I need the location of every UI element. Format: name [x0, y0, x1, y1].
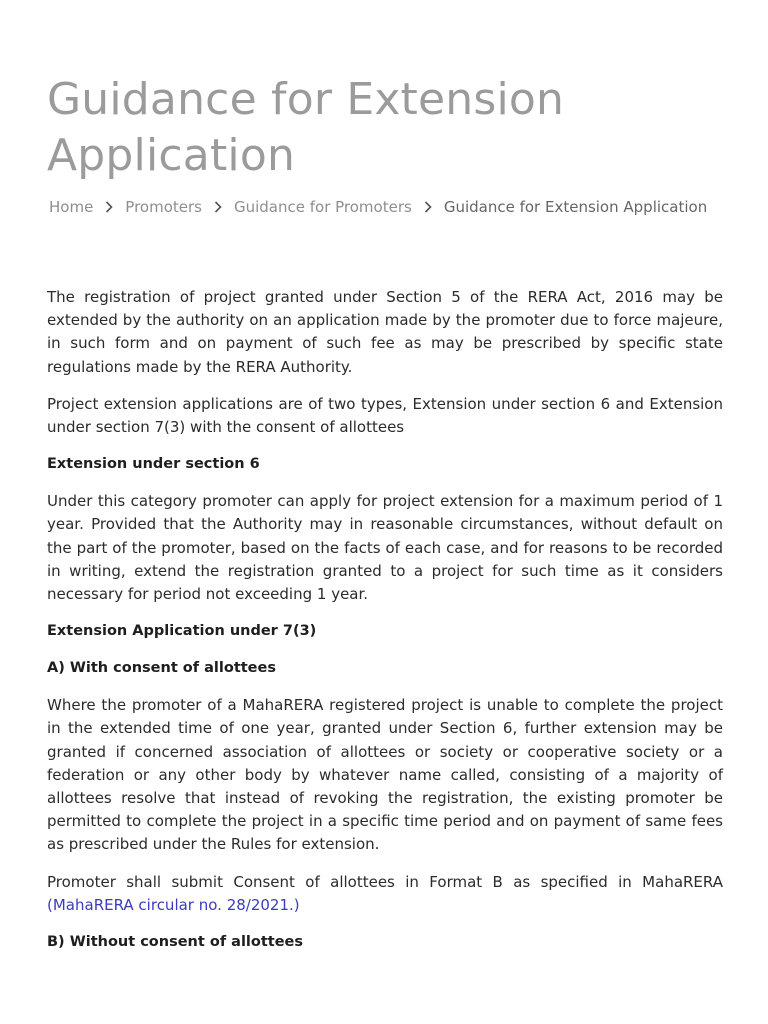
page-title: Guidance for Extension Application — [47, 74, 565, 181]
types-paragraph: Project extension applications are of two types, Extension under section 6 and Extension under section 7(3) with the consent of allottees — [47, 394, 723, 437]
with-consent-heading: A) With consent of allottees — [47, 660, 276, 677]
breadcrumb — [47, 195, 723, 219]
consent-format-text: Promoter shall submit Consent of allottees in Format B as specified in MahaRERA — [47, 872, 723, 891]
breadcrumb-current: Guidance for Extension Application — [443, 198, 708, 216]
chevron-right-icon — [202, 201, 234, 213]
breadcrumb-home-link[interactable]: Home — [49, 198, 94, 216]
breadcrumb-promoters-link[interactable]: Promoters — [125, 198, 202, 216]
chevron-right-icon — [93, 201, 125, 213]
with-consent-paragraph: Where the promoter of a MahaRERA registered project is unable to complete the project in the extended time of one year, granted under Section 6, further extension may be granted if concerned association of allottees or society or cooperative society or a federation or any other body by whatever name called, consisting of a majority of allottees resolve that instead of revoking the registration, the existing promoter be permitted to complete the project in a specific time period and on payment of same fees as prescribed under the Rules for extension. — [47, 696, 723, 854]
section6-heading: Extension under section 6 — [47, 456, 260, 473]
breadcrumb-guidance-link[interactable]: Guidance for Promoters — [233, 198, 412, 216]
section6-paragraph: Under this category promoter can apply for project extension for a maximum period of 1 year. Provided that the Authority may in reasonable circumstances, without default on the part of the promoter, based on the facts of each case, and for reasons to be recorded in writing, extend the registration granted to a project for such time as it considers necessary for period not exceeding 1 year. — [47, 492, 723, 604]
section73-heading: Extension Application under 7(3) — [47, 623, 317, 640]
without-consent-heading: B) Without consent of allottees — [47, 934, 304, 951]
chevron-right-icon — [412, 201, 444, 213]
circular-link[interactable]: MahaRERA circular no. 28/2021. — [52, 895, 294, 914]
intro-paragraph: The registration of project granted under Section 5 of the RERA Act, 2016 may be extended by the authority on an application made by the promoter due to force majeure, in such form and on payment of such fee as may be prescribed by specific state regulations made by the RERA Authority. — [47, 288, 723, 376]
page-container — [47, 0, 723, 968]
consent-format-paragraph: Promoter shall submit Consent of allottees in Format B as specified in MahaRERA (MahaRERA circular no. 28/2021.) — [47, 872, 723, 914]
article-content — [47, 286, 723, 954]
